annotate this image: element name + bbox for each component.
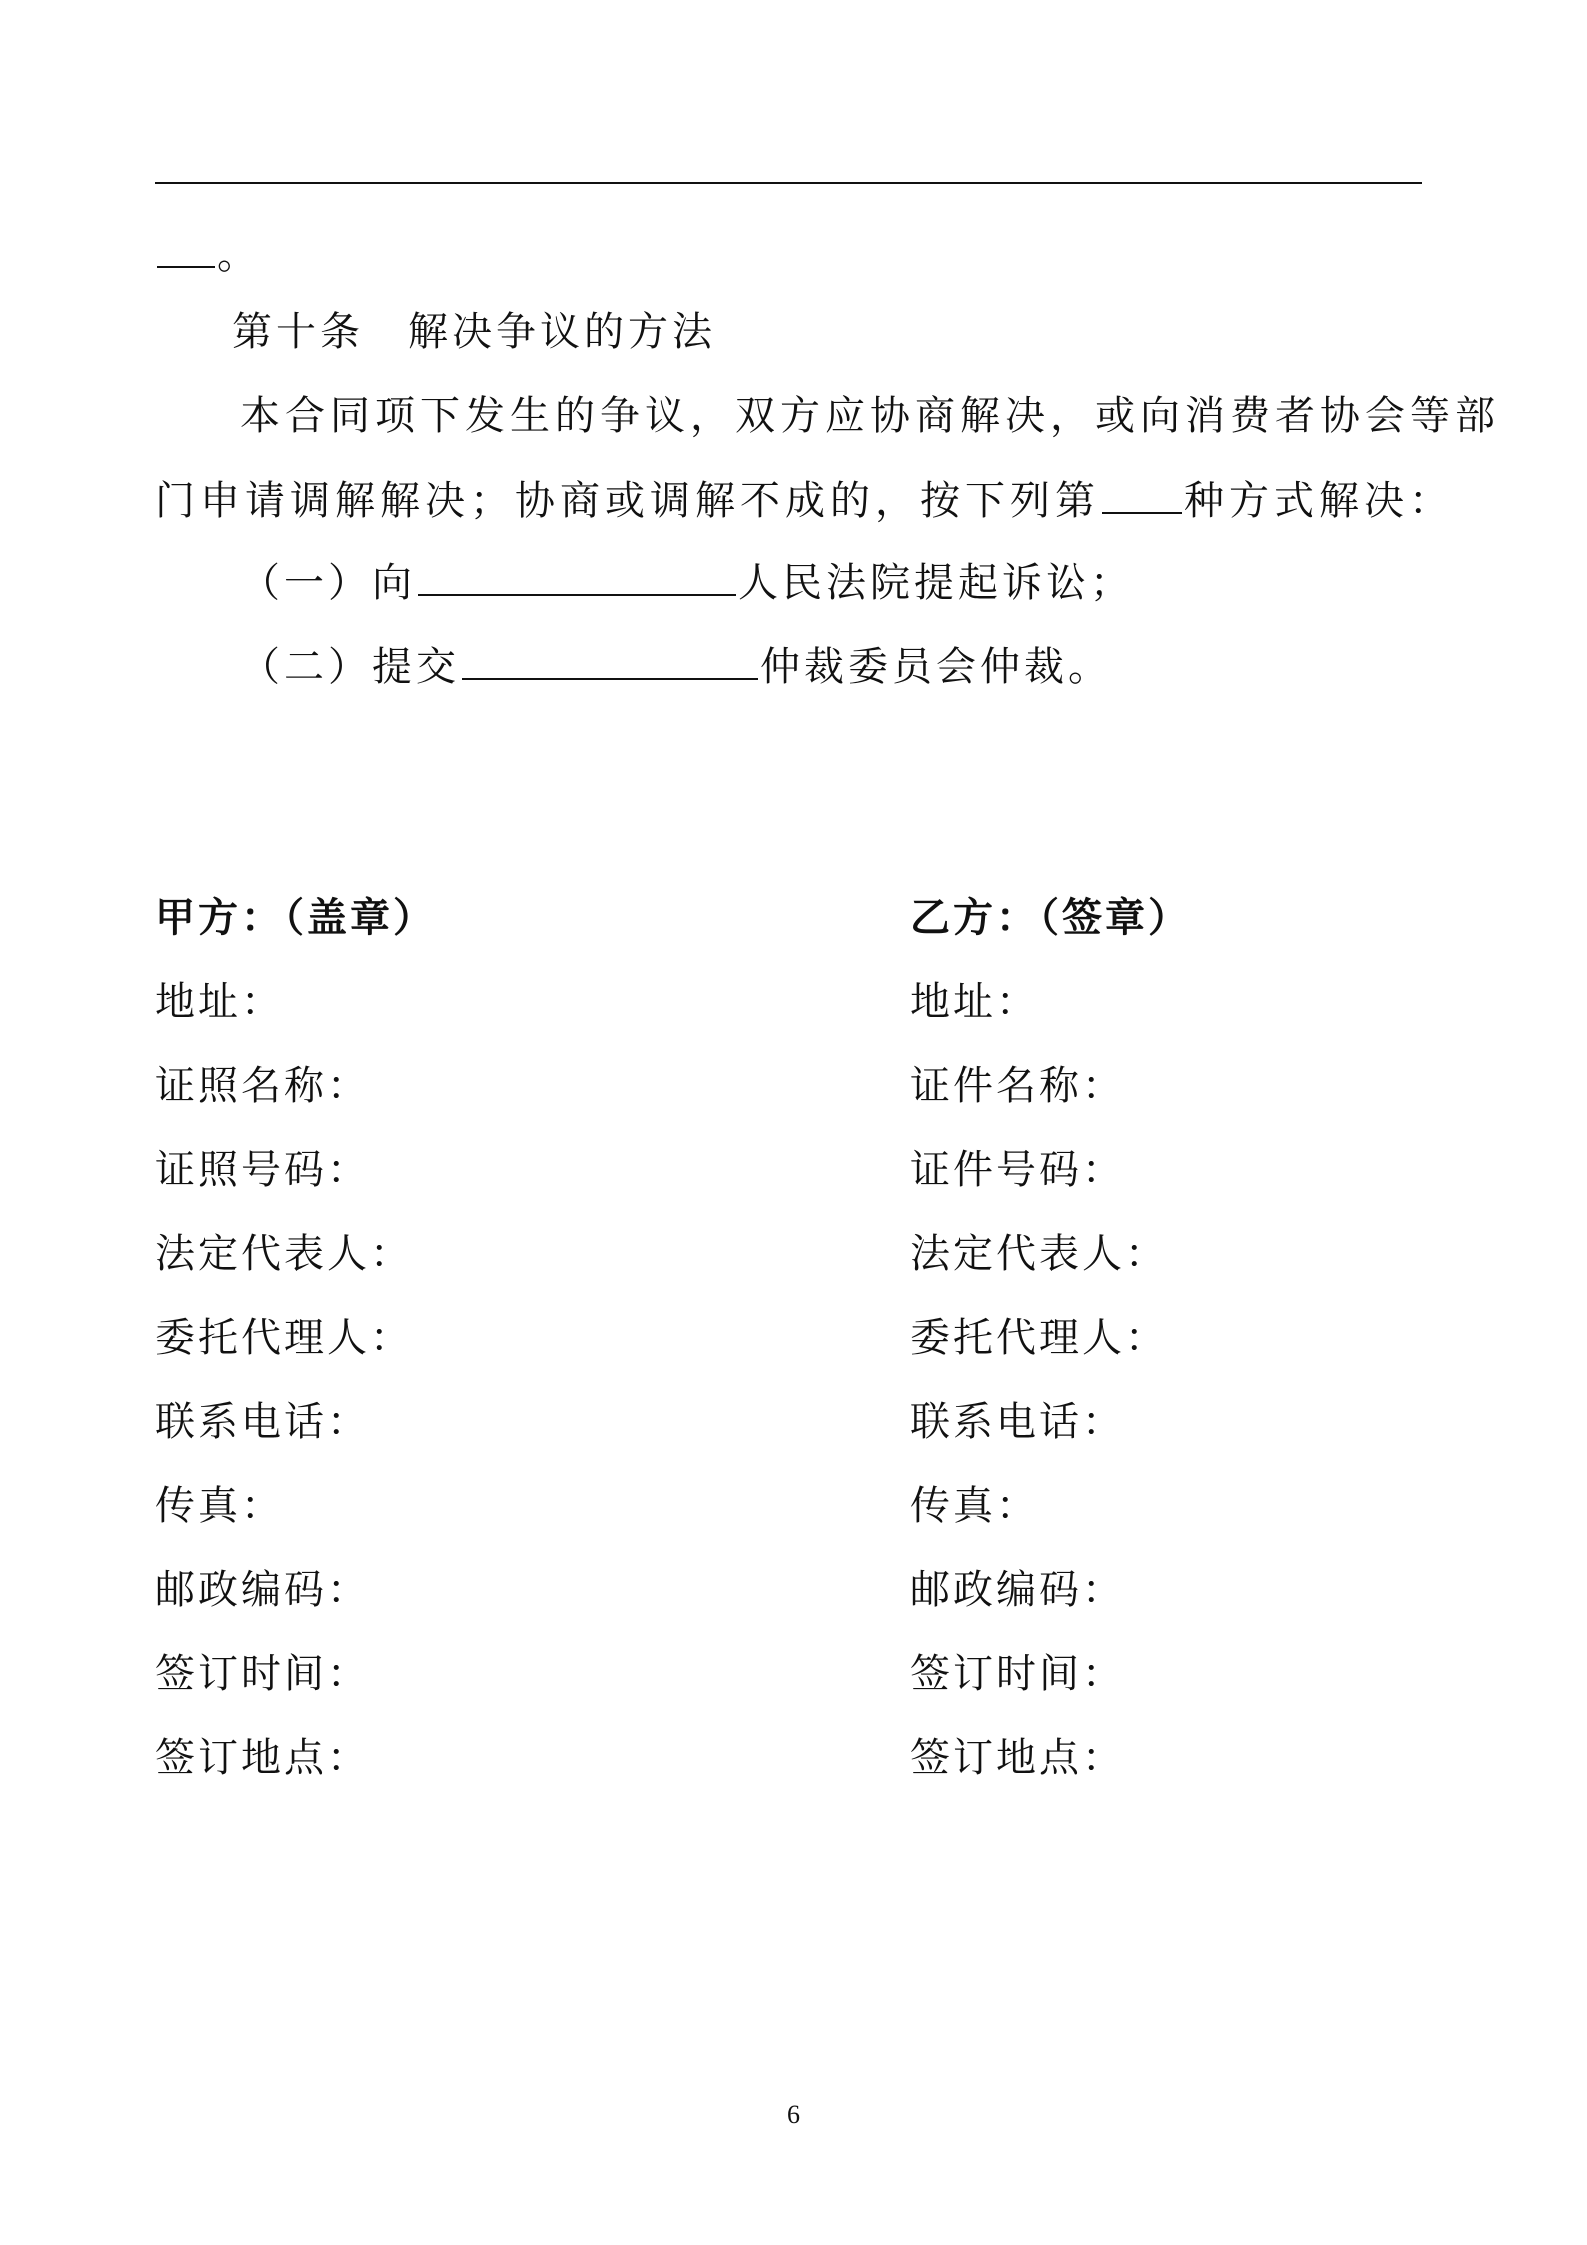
fill-in-blank (418, 558, 736, 596)
party-b-field: 地址： (910, 979, 1039, 1025)
party-b-field: 委托代理人： (910, 1315, 1168, 1361)
party-b-field: 传真： (910, 1483, 1039, 1529)
party-a-field: 传真： (155, 1483, 284, 1529)
fill-in-line (155, 182, 1422, 184)
party-a-field: 签订地点： (155, 1735, 370, 1781)
article-heading: 第十条 解决争议的方法 (232, 309, 716, 355)
paragraph-text: 门申请调解解决；协商或调解不成的，按下列第 (155, 478, 1100, 524)
party-b-title: 乙方：（签章） (910, 894, 1191, 941)
party-a-field: 邮政编码： (155, 1567, 370, 1613)
fill-in-blank (1102, 476, 1182, 514)
party-a-field: 委托代理人： (155, 1315, 413, 1361)
party-b-field: 邮政编码： (910, 1567, 1125, 1613)
fill-in-blank (157, 230, 215, 268)
party-a-field: 证照号码： (155, 1147, 370, 1193)
party-b-field: 签订地点： (910, 1735, 1125, 1781)
page-number: 6 (787, 2100, 800, 2129)
paragraph-line: 本合同项下发生的争议，双方应协商解决，或向消费者协会等部 (240, 393, 1500, 439)
party-b-field: 证件号码： (910, 1147, 1125, 1193)
paragraph-line (155, 476, 1454, 525)
party-a-field: 法定代表人： (155, 1231, 413, 1277)
party-b-field: 联系电话： (910, 1399, 1125, 1445)
continuation-line (155, 230, 261, 279)
party-a-field: 证照名称： (155, 1063, 370, 1109)
party-b-field: 证件名称： (910, 1063, 1125, 1109)
party-a-field: 地址： (155, 979, 284, 1025)
party-b-field: 法定代表人： (910, 1231, 1168, 1277)
fill-in-blank (462, 642, 758, 680)
party-b-field: 签订时间： (910, 1651, 1125, 1697)
end-punctuation: 。 (217, 232, 261, 278)
option-text: 人民法院提起诉讼； (738, 560, 1134, 606)
option-line (240, 642, 1112, 691)
party-a-field: 签订时间： (155, 1651, 370, 1697)
option-line (240, 558, 1134, 607)
party-a-field: 联系电话： (155, 1399, 370, 1445)
option-text: 仲裁委员会仲裁。 (760, 644, 1112, 690)
option-label: （一）向 (240, 560, 416, 606)
paragraph-text: 种方式解决： (1184, 478, 1454, 524)
option-label: （二）提交 (240, 644, 460, 690)
party-a-title: 甲方：（盖章） (155, 894, 436, 941)
